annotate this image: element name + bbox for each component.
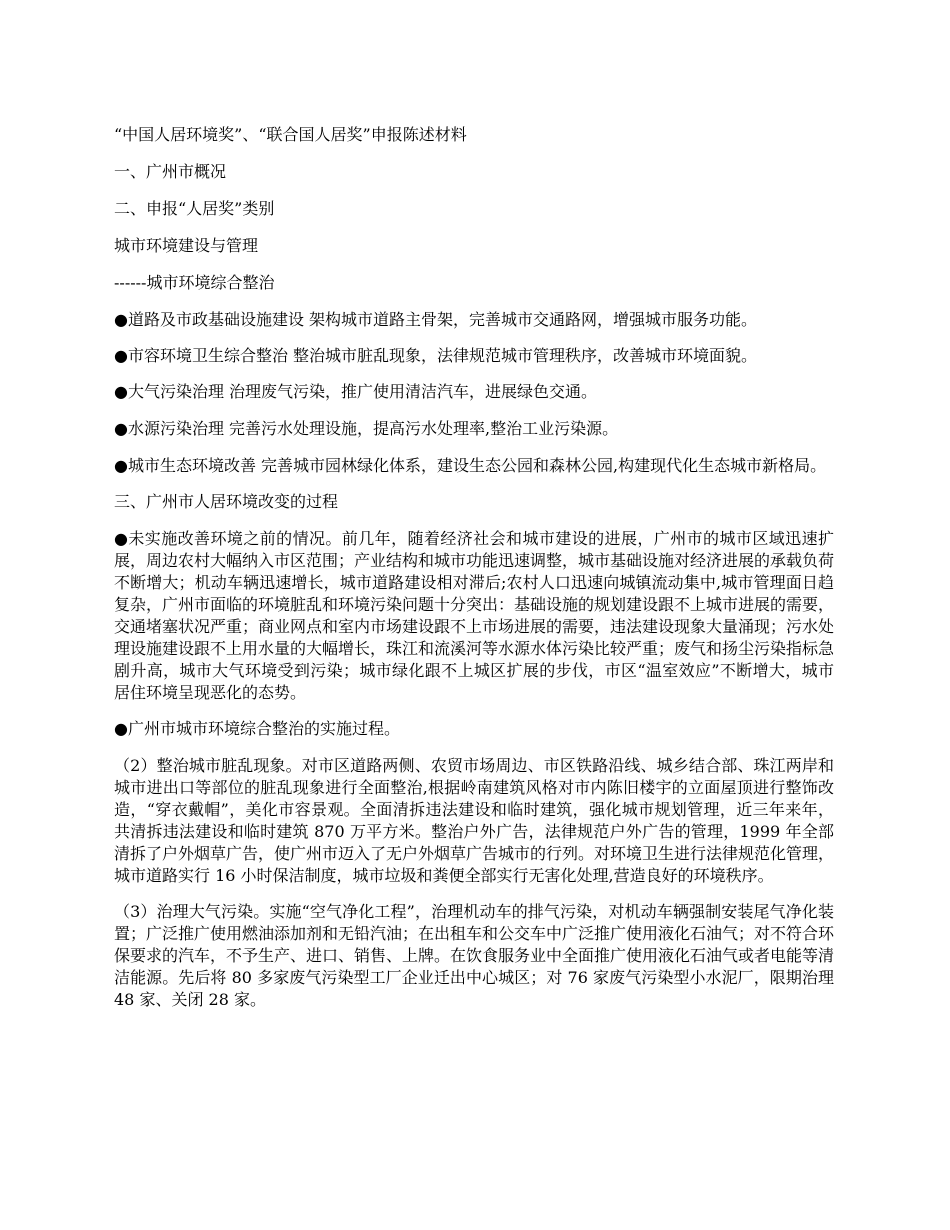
document-title: “中国人居环境奖”、“联合国人居奖”申报陈述材料 bbox=[114, 125, 467, 144]
category-subtitle: ------城市环境综合整治 bbox=[114, 273, 275, 292]
document-body bbox=[114, 124, 834, 1025]
category-name: 城市环境建设与管理 bbox=[114, 236, 259, 255]
paragraph-before-improvement: ●未实施改善环境之前的情况。前几年，随着经济社会和城市建设的进展，广州市的城市区域迅速扩展，周边农村大幅纳入市区范围；产业结构和城市功能迅速调整，城市基础设施对经济进展的承载负荷不断增大；机动车辆迅速增长，城市道路建设相对滞后;农村人口迅速向城镇流动集中,城市管理面日趋复杂，广州市面临的环境脏乱和环境污染问题十分突出：基础设施的规划建设跟不上城市进展的需要，交通堵塞状况严重；商业网点和室内市场建设跟不上市场进展的需要，违法建设现象大量涌现；污水处理设施建设跟不上用水量的大幅增长，珠江和流溪河等水源水体污染比较严重；废气和扬尘污染指标急剧升高，城市大气环境受到污染；城市绿化跟不上城区扩展的步伐，市区“温室效应”不断增大，城市居住环境呈现恶化的态势。 bbox=[114, 529, 835, 702]
bullet-item-air-pollution: ●大气污染治理 治理废气污染，推广使用清洁汽车，进展绿色交通。 bbox=[114, 382, 598, 401]
section-heading-category: 二、申报“人居奖”类别 bbox=[114, 199, 275, 218]
paragraph-item-3: （3）治理大气污染。实施“空气净化工程”，治理机动车的排气污染，对机动车辆强制安装尾气净化装置；广泛推广使用燃油添加剂和无铅汽油；在出租车和公交车中广泛推广使用液化石油气；对不符合环保要求的汽车，不予生产、进口、销售、上牌。在饮食服务业中全面推广使用液化石油气或者电能等清洁能源。先后将 80 多家废气污染型工厂企业迁出中心城区；对 76 家废气污染型小水泥厂，限期治理 48 家、关闭 28 家。 bbox=[114, 902, 835, 1009]
section-heading-process: 三、广州市人居环境改变的过程 bbox=[114, 492, 339, 511]
paragraph-implementation-heading: ●广州市城市环境综合整治的实施过程。 bbox=[114, 719, 400, 738]
bullet-item-sanitation: ●市容环境卫生综合整治 整治城市脏乱现象，法律规范城市管理秩序，改善城市环境面貌。 bbox=[114, 346, 758, 365]
bullet-item-water-pollution: ●水源污染治理 完善污水处理设施，提高污水处理率,整治工业污染源。 bbox=[114, 419, 619, 438]
section-heading-overview: 一、广州市概况 bbox=[114, 162, 227, 181]
bullet-item-ecology: ●城市生态环境改善 完善城市园林绿化体系，建设生态公园和森林公园,构建现代化生态城市新格局。 bbox=[114, 456, 827, 475]
bullet-item-infrastructure: ●道路及市政基础设施建设 架构城市道路主骨架，完善城市交通路网，增强城市服务功能。 bbox=[114, 310, 758, 329]
paragraph-item-2: （2）整治城市脏乱现象。对市区道路两侧、农贸市场周边、市区铁路沿线、城乡结合部、珠江两岸和城市进出口等部位的脏乱现象进行全面整治,根据岭南建筑风格对市内陈旧楼宇的立面屋顶进行整饰改造，“穿衣戴帽”，美化市容景观。全面清拆违法建设和临时建筑，强化城市规划管理，近三年来年，共清拆违法建设和临时建筑 870 万平方米。整治户外广告，法律规范户外广告的管理，1999 年全部清拆了户外烟草广告，使广州市迈入了无户外烟草广告城市的行列。对环境卫生进行法律规范化管理，城市道路实行 16 小时保洁制度，城市垃圾和粪便全部实行无害化处理,营造良好的环境秩序。 bbox=[114, 756, 835, 885]
